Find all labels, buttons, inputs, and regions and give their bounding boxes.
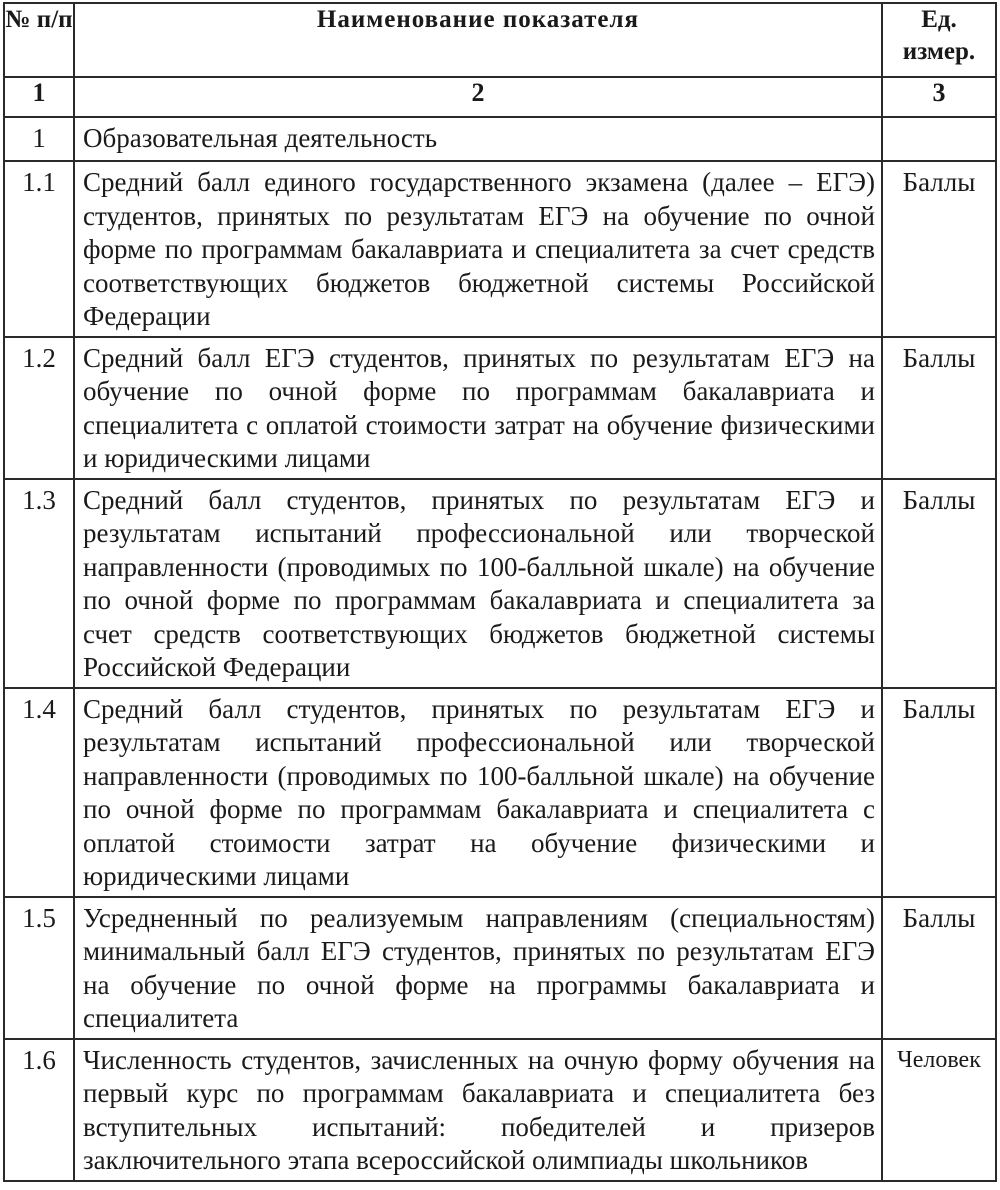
row-unit: Баллы (882, 688, 996, 897)
row-indicator-name: Средний балл единого государственного экзамена (далее – ЕГЭ) студентов, принятых по результатам ЕГЭ на обучение по очной форме по программам бакалавриата и специалитета за счет средств соответствующих бюджетов бюджетной системы Российской Федерации (74, 161, 882, 337)
table-header-row (4, 3, 996, 77)
table-row (4, 1039, 996, 1181)
row-indicator-name: Численность студентов, зачисленных на очную форму обучения на первый курс по программам бакалавриата и специалитета без вступительных испытаний: победителей и призеров заключительного этапа всероссийской олимпиады школьников (74, 1039, 882, 1181)
table-row (4, 479, 996, 688)
row-indicator-name: Средний балл студентов, принятых по результатам ЕГЭ и результатам испытаний профессиональной или творческой направленности (проводимых по 100-балльной шкале) на обучение по очной форме по программам бакалавриата и специалитета с оплатой стоимости затрат на обучение физическими и юридическими лицами (74, 688, 882, 897)
table-row (4, 688, 996, 897)
row-number: 1.2 (4, 337, 74, 479)
row-number: 1.3 (4, 479, 74, 688)
column-number: 1 (4, 77, 74, 117)
column-number: 3 (882, 77, 996, 117)
row-number: 1 (4, 117, 74, 161)
table-row (4, 161, 996, 337)
row-number: 1.5 (4, 897, 74, 1039)
table-row (4, 897, 996, 1039)
header-number: № п/п (4, 3, 74, 77)
row-unit: Человек (882, 1039, 996, 1181)
row-unit: Баллы (882, 897, 996, 1039)
header-unit: Ед. измер. (882, 3, 996, 77)
indicators-table (3, 2, 997, 1182)
row-unit: Баллы (882, 479, 996, 688)
row-number: 1.4 (4, 688, 74, 897)
table-row (4, 337, 996, 479)
row-unit: Баллы (882, 161, 996, 337)
row-indicator-name: Образовательная деятельность (74, 117, 882, 161)
row-number: 1.1 (4, 161, 74, 337)
column-number: 2 (74, 77, 882, 117)
row-unit: Баллы (882, 337, 996, 479)
column-number-row (4, 77, 996, 117)
table-row (4, 117, 996, 161)
header-indicator-name: Наименование показателя (74, 3, 882, 77)
row-indicator-name: Средний балл студентов, принятых по результатам ЕГЭ и результатам испытаний профессиональной или творческой направленности (проводимых по 100-балльной шкале) на обучение по очной форме по программам бакалавриата и специалитета за счет средств соответствующих бюджетов бюджетной системы Российской Федерации (74, 479, 882, 688)
row-unit (882, 117, 996, 161)
row-indicator-name: Средний балл ЕГЭ студентов, принятых по результатам ЕГЭ на обучение по очной форме по программам бакалавриата и специалитета с оплатой стоимости затрат на обучение физическими и юридическими лицами (74, 337, 882, 479)
row-number: 1.6 (4, 1039, 74, 1181)
row-indicator-name: Усредненный по реализуемым направлениям (специальностям) минимальный балл ЕГЭ студентов, принятых по результатам ЕГЭ на обучение по очной форме на программы бакалавриата и специалитета (74, 897, 882, 1039)
